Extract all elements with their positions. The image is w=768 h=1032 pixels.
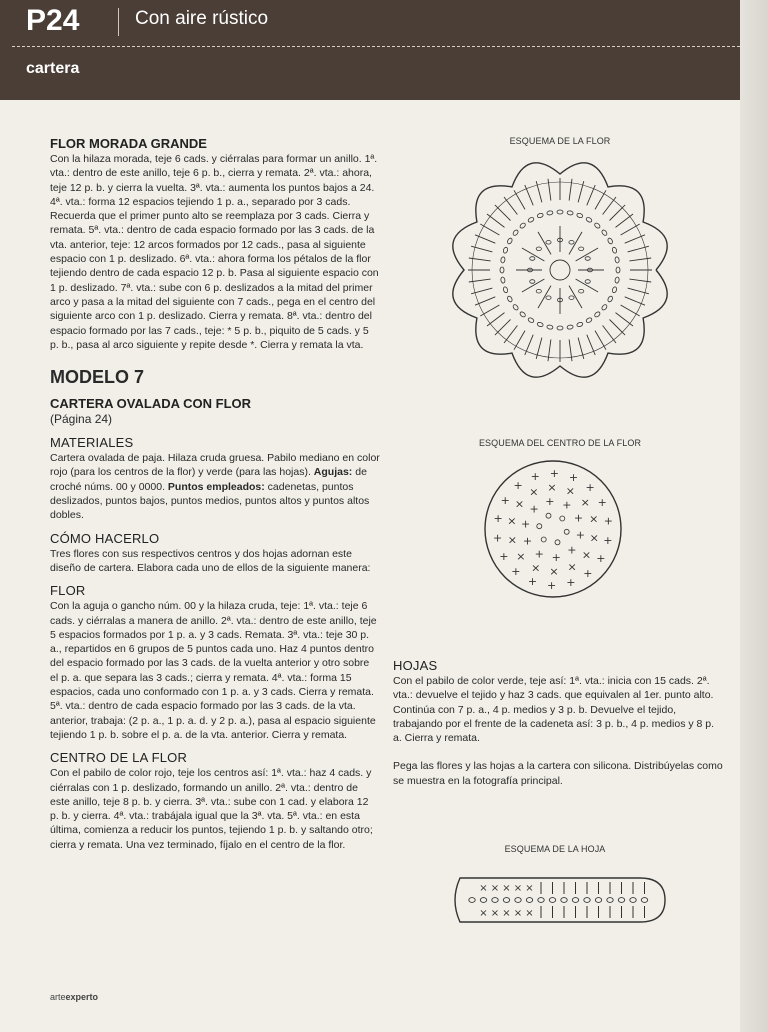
stitch-mark — [595, 331, 606, 350]
stitch-mark — [587, 335, 595, 355]
centro-text: Con el pabilo de color rojo, teje los centros así: 1ª. vta.: haz 4 cads. y ciérralas con 1 p. deslizado, formando un anillo. 2ª. vta.: dentro de este anillo, teje 8 p. b. y cierra. 3ª. vta.: sube con 1 cad. y elabora 12 p. b. y cierra. 4ª. vta.: trabájala igual que la 3ª. vta. 5ª. vta.: en esta última, comienza a reducir los puntos, tejiendo 1 p. b. y saltando otro; cierra y remata. Una vez terminado, fíjalo en el centro de la flor. — [50, 767, 373, 851]
stitch-symbol: × — [589, 512, 599, 526]
chain-stitch — [579, 247, 584, 251]
chain-stitch — [546, 513, 551, 518]
stitch-symbol: + — [583, 566, 593, 580]
stitch-symbol: + — [575, 528, 586, 542]
stitch-symbol: + — [566, 576, 576, 590]
stitch-mark — [469, 279, 491, 282]
stitch-mark — [616, 214, 634, 227]
stitch-symbol: × — [490, 883, 500, 894]
chain-stitch — [503, 286, 509, 293]
right-column — [393, 658, 723, 788]
chain-stitch — [641, 898, 647, 903]
stitch-symbol: × — [507, 514, 517, 528]
chain-stitch — [492, 898, 498, 903]
stitch-symbol: × — [565, 484, 575, 498]
stitch-symbol: + — [596, 552, 606, 566]
stitch-symbol: + — [603, 534, 613, 548]
chain-stitch — [615, 257, 620, 264]
chain-stitch — [561, 898, 567, 903]
leaf-diagram — [440, 860, 680, 960]
chain-stitch — [547, 210, 554, 215]
chain-stitch — [537, 524, 542, 529]
stitch-mark — [603, 326, 616, 344]
chain-stitch — [500, 257, 505, 264]
hojas-heading: HOJAS — [393, 658, 438, 673]
stitch-mark — [621, 305, 640, 316]
chain-stitch — [519, 311, 526, 318]
chain-stitch — [555, 540, 560, 545]
stitch-symbol: × — [490, 908, 500, 919]
stitch-symbol: × — [549, 565, 559, 578]
chain-stitch — [569, 241, 574, 245]
stitch-mark — [504, 326, 517, 344]
stitch-symbol: + — [493, 511, 503, 525]
stitch-mark — [629, 258, 651, 261]
stitch-mark — [610, 205, 626, 221]
stitch-symbol: + — [551, 550, 561, 564]
page-header — [0, 0, 740, 100]
chain-stitch — [500, 277, 505, 284]
chain-stitch — [536, 289, 541, 293]
stitch-mark — [569, 286, 582, 309]
page-binding-edge — [740, 0, 768, 1032]
chain-stitch — [612, 247, 618, 254]
stitch-symbol: × — [516, 550, 526, 563]
chain-stitch — [537, 322, 544, 328]
stitch-mark — [525, 185, 533, 205]
header-title: Con aire rústico — [135, 8, 269, 29]
stitch-symbol: × — [567, 560, 577, 574]
stitch-symbol: + — [499, 549, 509, 563]
stitch-symbol: × — [479, 908, 488, 919]
stitch-symbol: × — [513, 908, 523, 919]
stitch-symbol: × — [502, 883, 511, 894]
header-dashed-line — [12, 46, 740, 47]
stitch-symbol: × — [525, 908, 534, 919]
chain-stitch — [595, 898, 601, 903]
stitch-symbol: + — [522, 534, 533, 548]
centro-diagram-title: ESQUEMA DEL CENTRO DE LA FLOR — [478, 438, 642, 448]
flor-morada-text: Con la hilaza morada, teje 6 cads. y ciérralas para formar un anillo. 1ª. vta.: dentro de este anillo, teje 6 p. b., cierra y remata. 2ª. vta.: ahora, teje 12 p. b. y cierra la vuelta. 3ª. vta.: aumenta los puntos bajos a 24. 4ª. vta.: forma 12 espacios tejiendo 1 p. a., separado por 3 cads. Recuerda que el primer punto alto se reemplaza por 3 cads. Cierra y remata. 5ª. vta.: dentro de cada espacio formado por las 3 cads. de la vta. anterior, teje: 12 arcos formados por 12 cads., pasa al siguiente espacio con 1 p. deslizado. 6ª. vta.: ahora forma los pétalos de la flor tejiendo dentro de cada espacio 12 p. b. Pasa al siguiente espacio con 1 p. deslizado. 7ª. vta.: sube con 6 p. deslizados a la mitad del primer arco y pasa a la mitad del siguiente con 7 cads., pega en el centro del siguiente arco con 1 p. deslizado. Cierra y remata. 8ª. vta.: dentro del espacio formado por las 7 cads., teje: * 5 p. b., piquito de 5 cads. y 5 p. b., pasa al arco siguiente y repite desde *. Cierra y remata la vta. — [50, 153, 379, 351]
stitch-symbol: + — [511, 565, 521, 578]
chain-stitch — [546, 241, 551, 245]
chain-stitch — [601, 229, 608, 236]
stitch-mark — [495, 205, 511, 221]
stitch-mark — [480, 224, 499, 235]
chain-stitch — [503, 898, 509, 903]
materiales-heading: MATERIALES — [50, 435, 134, 451]
stitch-symbol: × — [502, 908, 511, 919]
chain-stitch — [585, 280, 590, 284]
stitch-mark — [625, 297, 645, 305]
stitch-symbol: × — [507, 533, 517, 547]
stitch-symbol: + — [500, 493, 510, 507]
stitch-mark — [629, 279, 651, 282]
cartera-title: CARTERA OVALADA CON FLOR — [50, 396, 252, 412]
chain-stitch — [538, 898, 544, 903]
stitch-mark — [475, 297, 495, 305]
stitch-mark — [480, 305, 499, 316]
left-column — [50, 136, 380, 852]
stitch-symbol: × — [547, 481, 557, 494]
stitch-symbol: + — [534, 547, 544, 561]
stitch-mark — [475, 235, 495, 243]
chain-stitch — [541, 537, 546, 542]
center-diagram — [478, 454, 628, 604]
cartera-page-ref: (Página 24) — [50, 412, 113, 427]
chain-stitch — [585, 257, 590, 261]
materiales-text: Cartera ovalada de paja. Hilaza cruda gruesa. Pabilo mediano en color rojo (para los centros de la flor) y verde (para las hojas). Agujas: de croché núms. 00 y 0000. Puntos empleados: cadenetas, puntos deslizados, puntos bajos, puntos medios, puntos altos y puntos altos dobles. — [50, 452, 380, 522]
stitch-mark — [603, 197, 616, 215]
chain-stitch — [594, 311, 601, 318]
chain-stitch — [469, 898, 475, 903]
chain-stitch — [512, 229, 519, 236]
stitch-mark — [625, 235, 645, 243]
chain-stitch — [569, 296, 574, 300]
como-text: Tres flores con sus respectivos centros y dos hojas adornan este diseño de cartera. Elabora cada uno de ellos de la siguiente manera: — [50, 547, 371, 574]
stitch-mark — [569, 179, 572, 201]
stitch-symbol: + — [492, 531, 503, 545]
centro-heading: CENTRO DE LA FLOR — [50, 750, 188, 766]
modelo-heading: MODELO 7 — [50, 367, 145, 388]
stitch-symbol: + — [597, 496, 607, 510]
stitch-mark — [487, 214, 505, 227]
chain-stitch — [585, 217, 592, 223]
chain-stitch — [612, 286, 618, 293]
chain-stitch — [607, 295, 613, 302]
stitch-mark — [595, 190, 606, 209]
chain-stitch — [537, 213, 544, 219]
stitch-symbol: × — [513, 883, 523, 894]
stitch-mark — [548, 339, 551, 361]
stitch-symbol: + — [520, 517, 531, 531]
stitch-symbol: × — [525, 883, 534, 894]
stitch-symbol: + — [567, 543, 577, 557]
stitch-symbol: + — [603, 514, 614, 528]
stitch-mark — [621, 224, 640, 235]
hoja-diagram-title: ESQUEMA DE LA HOJA — [504, 844, 606, 854]
chain-stitch — [560, 516, 565, 521]
stitch-symbol: + — [529, 502, 539, 516]
chain-stitch — [579, 289, 584, 293]
chain-stitch — [584, 898, 590, 903]
chain-stitch — [507, 237, 513, 244]
chain-stitch — [500, 267, 504, 273]
stitch-symbol: × — [589, 531, 599, 545]
chain-stitch — [527, 317, 534, 323]
stitch-symbol: + — [585, 481, 595, 494]
chain-stitch — [576, 213, 583, 219]
flor-text: Con la aguja o gancho núm. 00 y la hilaza cruda, teje: 1ª. vta.: teje 6 cads. y ciérralas a manera de anillo. 2ª. vta.: dentro de este anillo, teje 5 espacios formados por 1 p. a. y 3 cads. Remata. 3ª. vta.: teje 30 p. a., repartidos en 6 grupos de 5 puntos cada uno. Haz 4 puntos dentro del espacio formado por las 3 cads. de la vuelta anterior y otro sobre el p. a. que separa las 3 cads.; cierra y remata. 4ª. vta.: forma 15 espacios, cada uno conformado con 1 p. a. y 3 cads. Cierra y remata. 5ª. vta.: dentro de cada espacio formado por las 3 cads. de la vta. anterior, trabaja: (2 p. a., 1 p. a. d. y 2 p. a.), pasa al espacio siguiente tejiendo 1 p. b. sobre el p. a. de la vta. anterior. Cierra y remata. — [50, 600, 377, 741]
stitch-symbol: + — [545, 495, 555, 509]
stitch-symbol: + — [513, 479, 523, 493]
stitch-mark — [525, 335, 533, 355]
page-number: P24 — [26, 4, 80, 37]
stitch-mark — [616, 313, 634, 326]
chain-stitch — [557, 210, 563, 214]
chain-stitch — [567, 325, 574, 330]
stitch-mark — [569, 339, 572, 361]
chain-stitch — [546, 296, 551, 300]
stitch-mark — [548, 179, 551, 201]
chain-stitch — [480, 898, 486, 903]
chain-stitch — [536, 247, 541, 251]
chain-stitch — [572, 898, 578, 903]
stitch-symbol: + — [527, 575, 538, 589]
stitch-symbol: × — [479, 883, 488, 894]
stitch-symbol: + — [573, 511, 584, 525]
stitch-symbol: × — [514, 497, 525, 511]
chain-stitch — [607, 237, 613, 244]
chain-stitch — [549, 898, 555, 903]
chain-stitch — [576, 322, 583, 328]
chain-stitch — [507, 295, 513, 302]
chain-stitch — [503, 247, 509, 254]
stitch-symbol: × — [581, 548, 592, 562]
stitch-symbol: × — [529, 485, 539, 499]
chain-stitch — [526, 898, 532, 903]
header-divider — [118, 8, 119, 36]
footer-brand: arteexperto — [50, 992, 99, 1002]
stitch-mark — [514, 331, 525, 350]
flor-diagram-title: ESQUEMA DE LA FLOR — [509, 136, 611, 146]
stitch-symbol: + — [562, 498, 572, 512]
flor-morada-heading: FLOR MORADA GRANDE — [50, 136, 207, 151]
chain-stitch — [530, 280, 535, 284]
stitch-mark — [495, 320, 511, 336]
stitch-mark — [610, 320, 626, 336]
stitch-mark — [504, 197, 517, 215]
stitch-symbol: + — [546, 579, 557, 592]
como-heading: CÓMO HACERLO — [50, 530, 160, 546]
chain-stitch — [585, 317, 592, 323]
chain-stitch — [618, 898, 624, 903]
chain-stitch — [515, 898, 521, 903]
chain-stitch — [547, 325, 554, 330]
chain-stitch — [567, 210, 574, 215]
chain-stitch — [512, 304, 519, 311]
flor-heading: FLOR — [50, 583, 86, 599]
stitch-mark — [569, 232, 582, 255]
stitch-symbol: × — [580, 496, 590, 509]
chain-stitch — [601, 304, 608, 311]
flower-diagram — [440, 150, 680, 390]
chain-stitch — [594, 222, 601, 229]
hojas-text: Con el pabilo de color verde, teje así: 1ª. vta.: inicia con 15 cads. 2ª. vta.: devuelve el tejido y haz 3 cads. que equivalen al 1er. punto alto. Continúa con 7 p. a., 4 p. medios y 3 p. b. Devuelve el tejido, trabajando por el frente de la cadeneta así: 3 p. b., 4 p. medios y 8 p. a. Cierra y remata. — [393, 675, 715, 745]
chain-stitch — [607, 898, 613, 903]
chain-stitch — [527, 217, 534, 223]
stitch-symbol: + — [530, 469, 540, 483]
chain-stitch — [616, 267, 620, 273]
pega-text: Pega las flores y las hojas a la cartera con silicona. Distribúyelas como se muestra en la fotografía principal. — [393, 760, 723, 787]
stitch-mark — [469, 258, 491, 261]
stitch-symbol: + — [568, 470, 579, 484]
chain-stitch — [630, 898, 636, 903]
chain-stitch — [530, 257, 535, 261]
stitch-mark — [514, 190, 525, 209]
stitch-mark — [587, 185, 595, 205]
stitch-symbol: × — [531, 561, 541, 575]
stitch-mark — [487, 313, 505, 326]
stitch-mark — [538, 232, 551, 255]
chain-stitch — [519, 222, 526, 229]
chain-stitch — [564, 529, 569, 534]
chain-stitch — [557, 326, 563, 330]
section-label: cartera — [26, 60, 80, 77]
chain-stitch — [615, 277, 620, 284]
stitch-symbol: + — [549, 467, 560, 480]
stitch-mark — [538, 286, 551, 309]
